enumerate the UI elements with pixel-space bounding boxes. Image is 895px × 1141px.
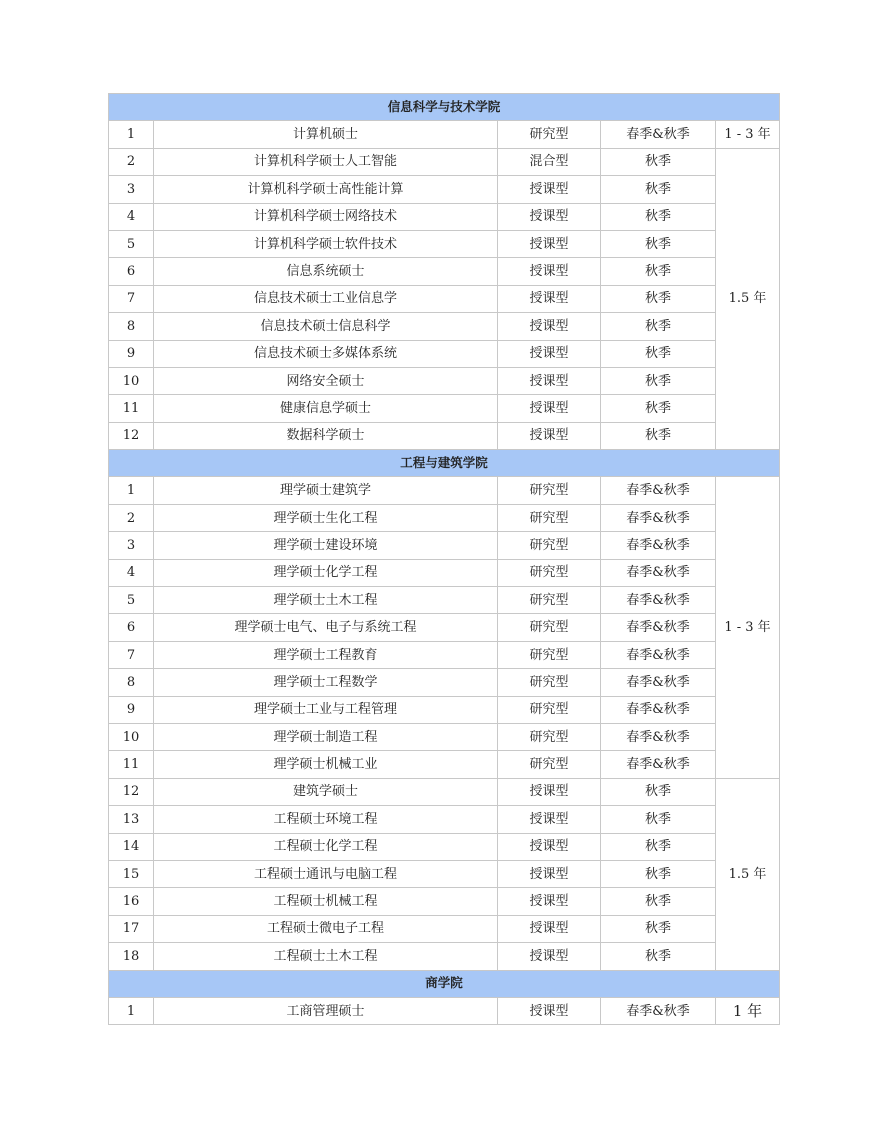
intake-season: 秋季 [601, 203, 716, 230]
section-header-row [109, 94, 780, 121]
table-row [109, 203, 780, 230]
table-row [109, 669, 780, 696]
program-type: 研究型 [498, 477, 601, 504]
program-name: 理学硕士制造工程 [154, 723, 498, 750]
intake-season: 春季&秋季 [601, 121, 716, 148]
row-number: 11 [109, 395, 154, 422]
program-name: 理学硕士工程数学 [154, 669, 498, 696]
intake-season: 秋季 [601, 230, 716, 257]
table-row [109, 997, 780, 1024]
table-row [109, 723, 780, 750]
intake-season: 秋季 [601, 148, 716, 175]
table-row [109, 806, 780, 833]
row-number: 6 [109, 614, 154, 641]
intake-season: 秋季 [601, 422, 716, 449]
program-type: 研究型 [498, 587, 601, 614]
intake-season: 秋季 [601, 285, 716, 312]
row-number: 17 [109, 915, 154, 942]
program-name: 网络安全硕士 [154, 367, 498, 394]
program-name: 理学硕士电气、电子与系统工程 [154, 614, 498, 641]
row-number: 1 [109, 121, 154, 148]
program-name: 理学硕士机械工业 [154, 751, 498, 778]
row-number: 9 [109, 340, 154, 367]
program-type: 研究型 [498, 559, 601, 586]
intake-season: 秋季 [601, 340, 716, 367]
intake-season: 春季&秋季 [601, 614, 716, 641]
program-type: 授课型 [498, 806, 601, 833]
row-number: 11 [109, 751, 154, 778]
program-name: 数据科学硕士 [154, 422, 498, 449]
program-duration: 1.5 年 [716, 778, 780, 970]
table-row [109, 121, 780, 148]
table-row [109, 258, 780, 285]
program-type: 研究型 [498, 669, 601, 696]
program-name: 工商管理硕士 [154, 997, 498, 1024]
program-type: 授课型 [498, 203, 601, 230]
program-type: 授课型 [498, 285, 601, 312]
program-name: 计算机科学硕士人工智能 [154, 148, 498, 175]
table-row [109, 532, 780, 559]
row-number: 12 [109, 778, 154, 805]
intake-season: 秋季 [601, 778, 716, 805]
intake-season: 秋季 [601, 833, 716, 860]
table-row [109, 395, 780, 422]
program-name: 工程硕士微电子工程 [154, 915, 498, 942]
program-type: 授课型 [498, 340, 601, 367]
table-row [109, 915, 780, 942]
table-row [109, 778, 780, 805]
table-row [109, 696, 780, 723]
table-row [109, 367, 780, 394]
program-name: 工程硕士化学工程 [154, 833, 498, 860]
program-name: 计算机科学硕士网络技术 [154, 203, 498, 230]
program-table [108, 93, 780, 1025]
row-number: 2 [109, 504, 154, 531]
row-number: 12 [109, 422, 154, 449]
program-type: 授课型 [498, 915, 601, 942]
row-number: 7 [109, 285, 154, 312]
table-row [109, 477, 780, 504]
program-type: 研究型 [498, 723, 601, 750]
program-type: 授课型 [498, 367, 601, 394]
intake-season: 春季&秋季 [601, 669, 716, 696]
program-name: 工程硕士通讯与电脑工程 [154, 860, 498, 887]
program-name: 理学硕士生化工程 [154, 504, 498, 531]
intake-season: 春季&秋季 [601, 641, 716, 668]
program-type: 研究型 [498, 121, 601, 148]
intake-season: 秋季 [601, 313, 716, 340]
program-name: 建筑学硕士 [154, 778, 498, 805]
program-name: 信息技术硕士工业信息学 [154, 285, 498, 312]
intake-season: 春季&秋季 [601, 997, 716, 1024]
section-title: 商学院 [109, 970, 780, 997]
row-number: 6 [109, 258, 154, 285]
program-type: 研究型 [498, 641, 601, 668]
row-number: 8 [109, 669, 154, 696]
intake-season: 秋季 [601, 888, 716, 915]
program-duration: 1.5 年 [716, 148, 780, 449]
row-number: 4 [109, 203, 154, 230]
program-type: 研究型 [498, 696, 601, 723]
program-type: 授课型 [498, 943, 601, 970]
program-name: 信息技术硕士信息科学 [154, 313, 498, 340]
program-type: 授课型 [498, 230, 601, 257]
table-row [109, 313, 780, 340]
program-name: 理学硕士建设环境 [154, 532, 498, 559]
row-number: 14 [109, 833, 154, 860]
program-table-body [109, 94, 780, 1025]
row-number: 3 [109, 176, 154, 203]
row-number: 13 [109, 806, 154, 833]
row-number: 1 [109, 997, 154, 1024]
table-row [109, 888, 780, 915]
intake-season: 秋季 [601, 258, 716, 285]
intake-season: 春季&秋季 [601, 696, 716, 723]
program-name: 信息技术硕士多媒体系统 [154, 340, 498, 367]
program-type: 授课型 [498, 258, 601, 285]
table-row [109, 340, 780, 367]
program-type: 授课型 [498, 176, 601, 203]
intake-season: 春季&秋季 [601, 532, 716, 559]
row-number: 1 [109, 477, 154, 504]
row-number: 15 [109, 860, 154, 887]
program-name: 信息系统硕士 [154, 258, 498, 285]
section-header-row [109, 970, 780, 997]
program-name: 理学硕士建筑学 [154, 477, 498, 504]
intake-season: 春季&秋季 [601, 723, 716, 750]
program-name: 理学硕士化学工程 [154, 559, 498, 586]
program-type: 授课型 [498, 778, 601, 805]
program-name: 工程硕士环境工程 [154, 806, 498, 833]
intake-season: 春季&秋季 [601, 504, 716, 531]
table-row [109, 833, 780, 860]
program-name: 工程硕士机械工程 [154, 888, 498, 915]
section-header-row [109, 450, 780, 477]
intake-season: 秋季 [601, 176, 716, 203]
row-number: 18 [109, 943, 154, 970]
program-name: 工程硕士土木工程 [154, 943, 498, 970]
table-row [109, 614, 780, 641]
row-number: 5 [109, 230, 154, 257]
program-name: 健康信息学硕士 [154, 395, 498, 422]
table-row [109, 148, 780, 175]
section-title: 信息科学与技术学院 [109, 94, 780, 121]
program-type: 授课型 [498, 888, 601, 915]
row-number: 5 [109, 587, 154, 614]
program-duration: 1 - 3 年 [716, 477, 780, 778]
program-name: 理学硕士工业与工程管理 [154, 696, 498, 723]
table-row [109, 641, 780, 668]
program-type: 研究型 [498, 504, 601, 531]
table-row [109, 285, 780, 312]
row-number: 4 [109, 559, 154, 586]
row-number: 8 [109, 313, 154, 340]
program-type: 研究型 [498, 532, 601, 559]
table-row [109, 422, 780, 449]
intake-season: 春季&秋季 [601, 477, 716, 504]
row-number: 3 [109, 532, 154, 559]
table-row [109, 587, 780, 614]
row-number: 10 [109, 367, 154, 394]
intake-season: 秋季 [601, 395, 716, 422]
program-type: 研究型 [498, 751, 601, 778]
section-title: 工程与建筑学院 [109, 450, 780, 477]
program-type: 研究型 [498, 614, 601, 641]
intake-season: 秋季 [601, 367, 716, 394]
program-type: 混合型 [498, 148, 601, 175]
table-row [109, 504, 780, 531]
program-name: 理学硕士土木工程 [154, 587, 498, 614]
table-row [109, 176, 780, 203]
intake-season: 秋季 [601, 915, 716, 942]
table-row [109, 860, 780, 887]
program-type: 授课型 [498, 422, 601, 449]
program-name: 理学硕士工程教育 [154, 641, 498, 668]
program-type: 授课型 [498, 860, 601, 887]
row-number: 10 [109, 723, 154, 750]
intake-season: 秋季 [601, 943, 716, 970]
row-number: 9 [109, 696, 154, 723]
row-number: 16 [109, 888, 154, 915]
table-row [109, 230, 780, 257]
row-number: 7 [109, 641, 154, 668]
program-duration: 1 年 [716, 997, 780, 1024]
intake-season: 秋季 [601, 806, 716, 833]
table-row [109, 559, 780, 586]
table-row [109, 751, 780, 778]
program-name: 计算机硕士 [154, 121, 498, 148]
intake-season: 春季&秋季 [601, 559, 716, 586]
row-number: 2 [109, 148, 154, 175]
intake-season: 春季&秋季 [601, 751, 716, 778]
program-type: 授课型 [498, 313, 601, 340]
program-type: 授课型 [498, 833, 601, 860]
program-name: 计算机科学硕士软件技术 [154, 230, 498, 257]
table-row [109, 943, 780, 970]
program-duration: 1 - 3 年 [716, 121, 780, 148]
intake-season: 秋季 [601, 860, 716, 887]
program-type: 授课型 [498, 997, 601, 1024]
intake-season: 春季&秋季 [601, 587, 716, 614]
program-name: 计算机科学硕士高性能计算 [154, 176, 498, 203]
program-type: 授课型 [498, 395, 601, 422]
